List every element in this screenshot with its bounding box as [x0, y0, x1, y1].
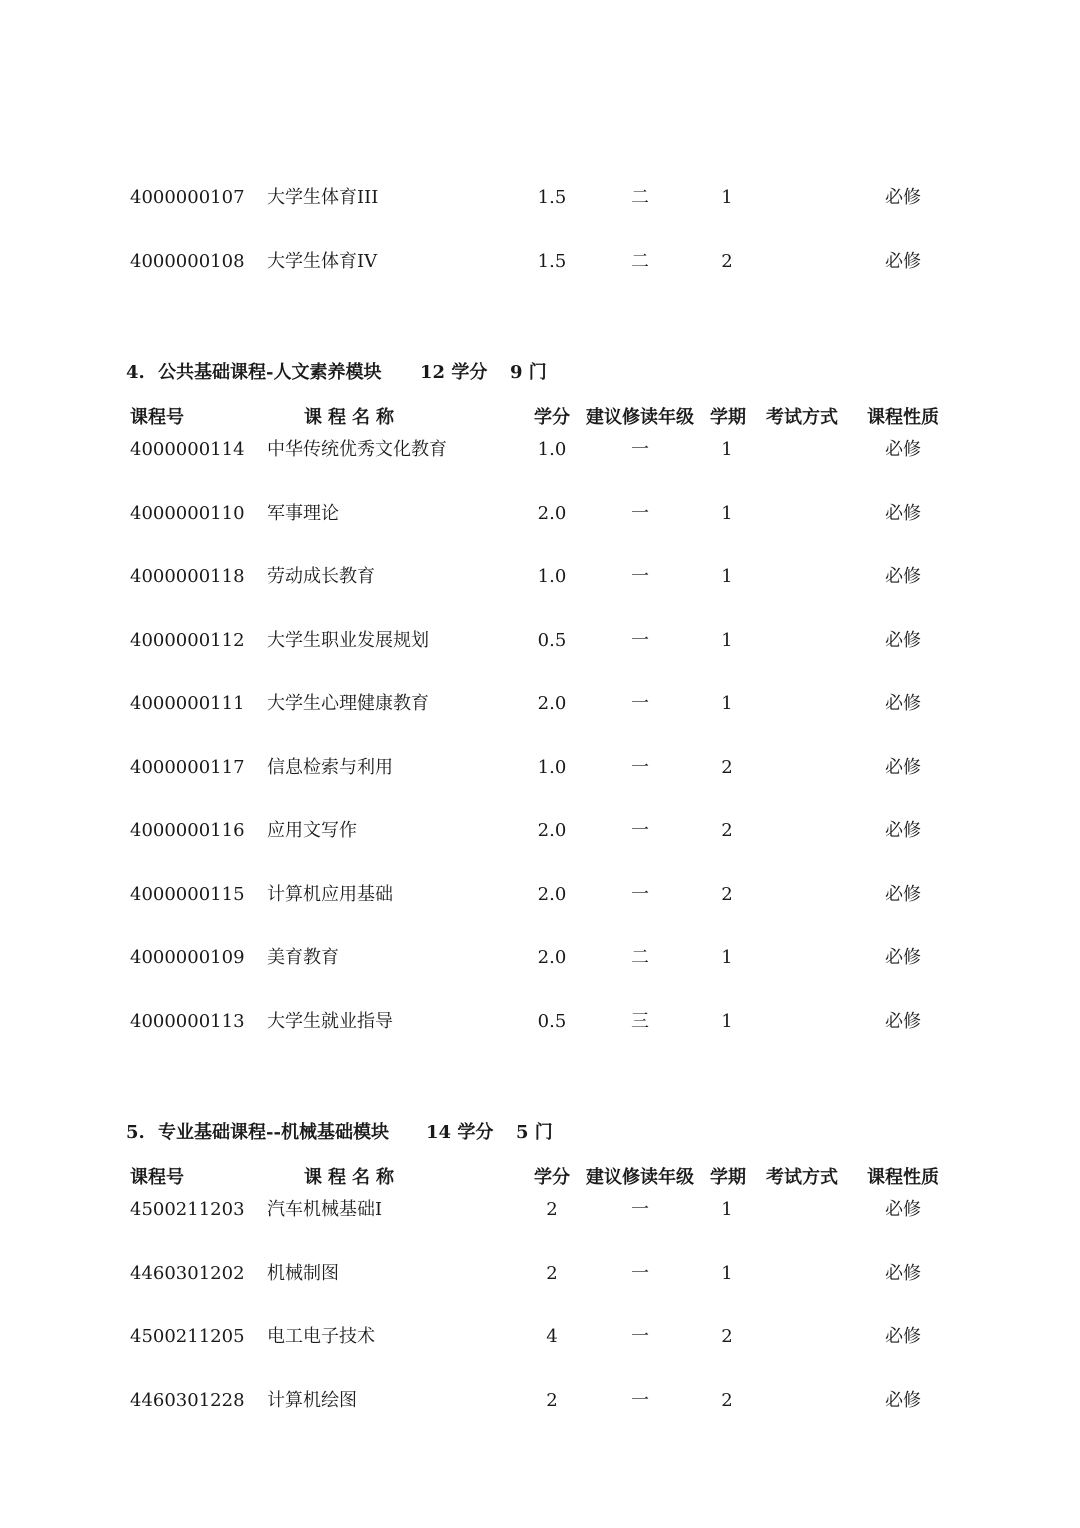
course-type: 必修	[885, 566, 921, 587]
course-grade: 一	[631, 1199, 649, 1220]
course-term: 1	[721, 187, 733, 208]
header-term: 学期	[710, 407, 746, 428]
course-name: 大学生体育III	[267, 187, 379, 208]
course-name: 军事理论	[267, 502, 339, 524]
course-type: 必修	[885, 820, 921, 841]
course-grade: 一	[631, 566, 649, 587]
table-row	[0, 817, 1080, 845]
course-credit: 0.5	[537, 1010, 567, 1032]
header-type: 课程性质	[867, 1167, 939, 1188]
course-credit: 1.5	[537, 251, 567, 272]
section-course-count: 5 门	[516, 1122, 553, 1143]
course-code: 4000000110	[130, 502, 245, 524]
header-type: 课程性质	[867, 407, 939, 428]
course-term: 2	[721, 1389, 733, 1411]
course-grade: 三	[631, 1010, 649, 1032]
table-row	[0, 944, 1080, 972]
section-credits: 12 学分	[420, 362, 488, 383]
header-credit: 学分	[534, 1167, 570, 1188]
course-term: 1	[721, 947, 733, 968]
course-grade: 一	[631, 1262, 649, 1284]
course-type: 必修	[885, 1199, 921, 1220]
header-credit: 学分	[534, 407, 570, 428]
table-row	[0, 754, 1080, 782]
table-row	[0, 1196, 1080, 1224]
course-term: 1	[721, 502, 733, 524]
table-header	[0, 404, 1080, 432]
course-type: 必修	[885, 1262, 921, 1284]
course-code: 4000000112	[130, 629, 245, 651]
course-credit: 2.0	[537, 883, 567, 905]
course-code: 4460301202	[130, 1262, 245, 1284]
course-type: 必修	[885, 947, 921, 968]
section-credits: 14 学分	[426, 1122, 494, 1143]
course-credit: 1.0	[537, 439, 567, 460]
course-credit: 2	[546, 1389, 558, 1411]
course-code: 4000000107	[130, 187, 245, 208]
section-label: 专业基础课程--机械基础模块	[158, 1122, 389, 1143]
course-code: 4000000109	[130, 947, 245, 968]
course-name: 信息检索与利用	[267, 756, 393, 778]
course-name: 大学生心理健康教育	[267, 693, 429, 714]
header-code: 课程号	[130, 407, 184, 428]
course-term: 2	[721, 756, 733, 778]
course-term: 1	[721, 1010, 733, 1032]
course-name: 机械制图	[267, 1262, 339, 1284]
course-grade: 二	[631, 947, 649, 968]
course-name: 美育教育	[267, 947, 339, 968]
course-term: 2	[721, 883, 733, 905]
course-credit: 2.0	[537, 947, 567, 968]
table-header	[0, 1164, 1080, 1192]
course-type: 必修	[885, 439, 921, 460]
course-term: 1	[721, 1262, 733, 1284]
course-term: 2	[721, 251, 733, 272]
course-name: 电工电子技术	[267, 1326, 375, 1347]
course-type: 必修	[885, 187, 921, 208]
course-term: 1	[721, 693, 733, 714]
course-type: 必修	[885, 1326, 921, 1347]
course-grade: 二	[631, 187, 649, 208]
course-term: 2	[721, 1326, 733, 1347]
course-term: 1	[721, 1199, 733, 1220]
table-row	[0, 436, 1080, 464]
course-grade: 二	[631, 251, 649, 272]
course-term: 1	[721, 629, 733, 651]
course-code: 4460301228	[130, 1389, 245, 1411]
header-grade: 建议修读年级	[586, 407, 694, 428]
course-term: 1	[721, 439, 733, 460]
header-code: 课程号	[130, 1167, 184, 1188]
course-code: 4000000115	[130, 883, 245, 905]
course-grade: 一	[631, 756, 649, 778]
course-name: 大学生职业发展规划	[267, 629, 429, 651]
course-type: 必修	[885, 756, 921, 778]
course-credit: 2	[546, 1262, 558, 1284]
header-name: 课程名称	[304, 1167, 400, 1188]
table-row	[0, 1323, 1080, 1351]
section-course-count: 9 门	[510, 362, 547, 383]
course-grade: 一	[631, 820, 649, 841]
course-name: 计算机绘图	[267, 1389, 357, 1411]
course-code: 4000000111	[130, 693, 245, 714]
course-code: 4000000108	[130, 251, 245, 272]
course-name: 汽车机械基础I	[267, 1199, 383, 1220]
course-grade: 一	[631, 883, 649, 905]
course-code: 4500211205	[130, 1326, 245, 1347]
course-type: 必修	[885, 251, 921, 272]
table-row	[0, 1387, 1080, 1415]
course-grade: 一	[631, 1326, 649, 1347]
table-row	[0, 563, 1080, 591]
table-row	[0, 1008, 1080, 1036]
course-credit: 1.0	[537, 566, 567, 587]
table-row	[0, 690, 1080, 718]
course-type: 必修	[885, 1010, 921, 1032]
section-number: 4.	[126, 362, 145, 383]
course-name: 计算机应用基础	[267, 883, 393, 905]
course-name: 应用文写作	[267, 820, 357, 841]
course-type: 必修	[885, 502, 921, 524]
table-row	[0, 248, 1080, 276]
course-credit: 1.0	[537, 756, 567, 778]
course-credit: 2.0	[537, 693, 567, 714]
header-exam: 考试方式	[766, 407, 838, 428]
course-type: 必修	[885, 629, 921, 651]
course-credit: 1.5	[537, 187, 567, 208]
table-row	[0, 881, 1080, 909]
course-code: 4000000116	[130, 820, 245, 841]
course-grade: 一	[631, 439, 649, 460]
section-label: 公共基础课程-人文素养模块	[158, 362, 382, 383]
table-row	[0, 500, 1080, 528]
header-exam: 考试方式	[766, 1167, 838, 1188]
course-grade: 一	[631, 1389, 649, 1411]
course-credit: 2.0	[537, 820, 567, 841]
course-type: 必修	[885, 693, 921, 714]
course-code: 4000000118	[130, 566, 245, 587]
course-credit: 4	[546, 1326, 558, 1347]
course-code: 4000000117	[130, 756, 245, 778]
table-row	[0, 1260, 1080, 1288]
table-row	[0, 627, 1080, 655]
course-grade: 一	[631, 629, 649, 651]
course-type: 必修	[885, 1389, 921, 1411]
course-credit: 2.0	[537, 502, 567, 524]
course-grade: 一	[631, 693, 649, 714]
course-credit: 2	[546, 1199, 558, 1220]
header-name: 课程名称	[304, 407, 400, 428]
course-grade: 一	[631, 502, 649, 524]
course-term: 2	[721, 820, 733, 841]
course-code: 4000000113	[130, 1010, 245, 1032]
header-term: 学期	[710, 1167, 746, 1188]
course-name: 大学生体育IV	[267, 251, 378, 272]
course-term: 1	[721, 566, 733, 587]
course-name: 大学生就业指导	[267, 1010, 393, 1032]
course-code: 4500211203	[130, 1199, 245, 1220]
section-number: 5.	[126, 1122, 145, 1143]
course-credit: 0.5	[537, 629, 567, 651]
course-name: 劳动成长教育	[267, 566, 375, 587]
course-name: 中华传统优秀文化教育	[267, 439, 447, 460]
table-row	[0, 184, 1080, 212]
course-code: 4000000114	[130, 439, 245, 460]
header-grade: 建议修读年级	[586, 1167, 694, 1188]
course-type: 必修	[885, 883, 921, 905]
